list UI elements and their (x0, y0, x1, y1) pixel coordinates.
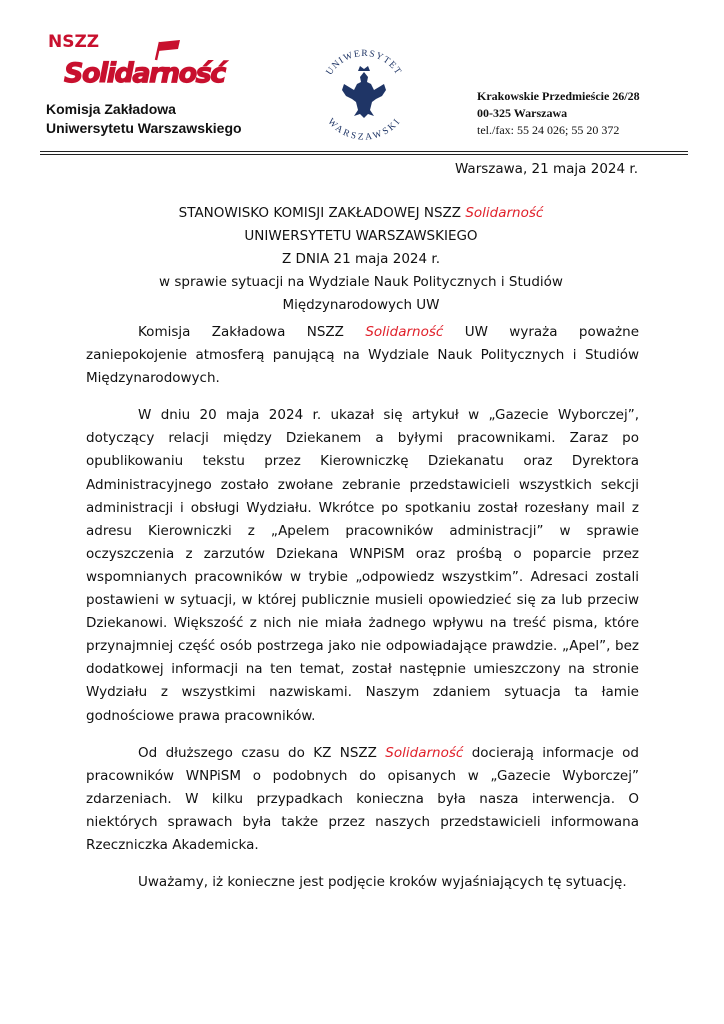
seal-top-text: UNIWERSYTET (324, 48, 404, 78)
university-seal (314, 44, 414, 144)
title-line-1 (86, 202, 636, 225)
logo-nszz: NSZZ (48, 32, 100, 52)
header-divider-bottom (40, 154, 688, 155)
logo-flag (158, 40, 180, 51)
title-line-5: Międzynarodowych UW (282, 297, 440, 313)
title-line-2: UNIWERSYTETU WARSZAWSKIEGO (244, 228, 478, 244)
org-line-1: Komisja Zakładowa (46, 101, 176, 117)
p3-before: Od dłuższego czasu do KZ NSZZ (138, 744, 377, 761)
document-body (86, 321, 639, 908)
p1-after: UW wyraża poważne zaniepokojenie atmosferą panującą na Wydziale Nauk Politycznych i Studiów Międzynarodowych. (86, 324, 639, 387)
p1-solidarnosc: Solidarność (365, 324, 444, 340)
title-solidarnosc: Solidarność (465, 205, 544, 221)
paragraph-1 (86, 321, 639, 390)
logo-wordmark: Solidarność (64, 58, 225, 89)
title-line-4: w sprawie sytuacji na Wydziale Nauk Politycznych i Studiów (159, 274, 563, 290)
org-line-2: Uniwersytetu Warszawskiego (46, 120, 242, 136)
address-city: 00-325 Warszawa (477, 106, 568, 120)
p3-solidarnosc: Solidarność (385, 744, 464, 761)
document-date: Warszawa, 21 maja 2024 r. (454, 161, 638, 177)
header-divider-top (40, 151, 688, 152)
seal-bottom-text: WARSZAWSKI (325, 116, 403, 143)
title-line-3: Z DNIA 21 maja 2024 r. (282, 251, 440, 267)
paragraph-4: Uważamy, iż konieczne jest podjęcie kroków wyjaśniających tę sytuację. (138, 874, 627, 891)
address-street: Krakowskie Przedmieście 26/28 (477, 89, 640, 103)
document-title (86, 202, 636, 317)
paragraph-2: W dniu 20 maja 2024 r. ukazał się artykuł w „Gazecie Wyborczej”, dotyczący relacji między Dziekanem a byłymi pracownikami. Zaraz po opublikowaniu tekstu przez Kierowniczkę Dziekanatu oraz Dyrektora Administracyjnego zostało zwołane zebranie przedstawicieli wszystkich sekcji administracji i obsługi Wydziału. Wkrótce po spotkaniu został rozesłany mail z adresu Kierowniczki z „Apelem pracowników administracji” w sprawie oczyszczenia z zarzutów Dziekana WNPiSM oraz prośbą o poparcie przez wspomnianych pracowników w trybie „odpowiedz wszystkim”. Adresaci zostali postawieni w sytuacji, w której publicznie musieli opowiedzieć się za lub przeciw Dziekanowi. Większość z nich nie miała żadnego wpływu na treść pisma, które przynajmniej część osób postrzega jako nie odpowiadające prawdzie. „Apel”, bez dodatkowej informacji na ten temat, został następnie umieszczony na stronie Wydziału z wszystkimi nazwiskami. Naszym zdaniem sytuacja ta łamie godnościowe prawa pracowników. (86, 407, 639, 724)
paragraph-3 (86, 742, 639, 857)
solidarnosc-logo (44, 30, 225, 102)
contact-address (477, 88, 640, 139)
p1-before: Komisja Zakładowa NSZZ (138, 324, 344, 340)
eagle-icon (342, 66, 386, 118)
address-phone: tel./fax: 55 24 026; 55 20 372 (477, 123, 620, 137)
organization-name (46, 100, 242, 138)
p3-after: docierają informacje od pracowników WNPiSM o podobnych do opisanych w „Gazecie Wyborczej” zdarzeniach. W kilku przypadkach konieczna była nasza interwencja. O niektórych sprawach była także przez naszych przedstawicieli informowana Rzeczniczka Akademicka. (86, 744, 639, 853)
title-line-1-prefix: STANOWISKO KOMISJI ZAKŁADOWEJ NSZZ (178, 205, 462, 221)
